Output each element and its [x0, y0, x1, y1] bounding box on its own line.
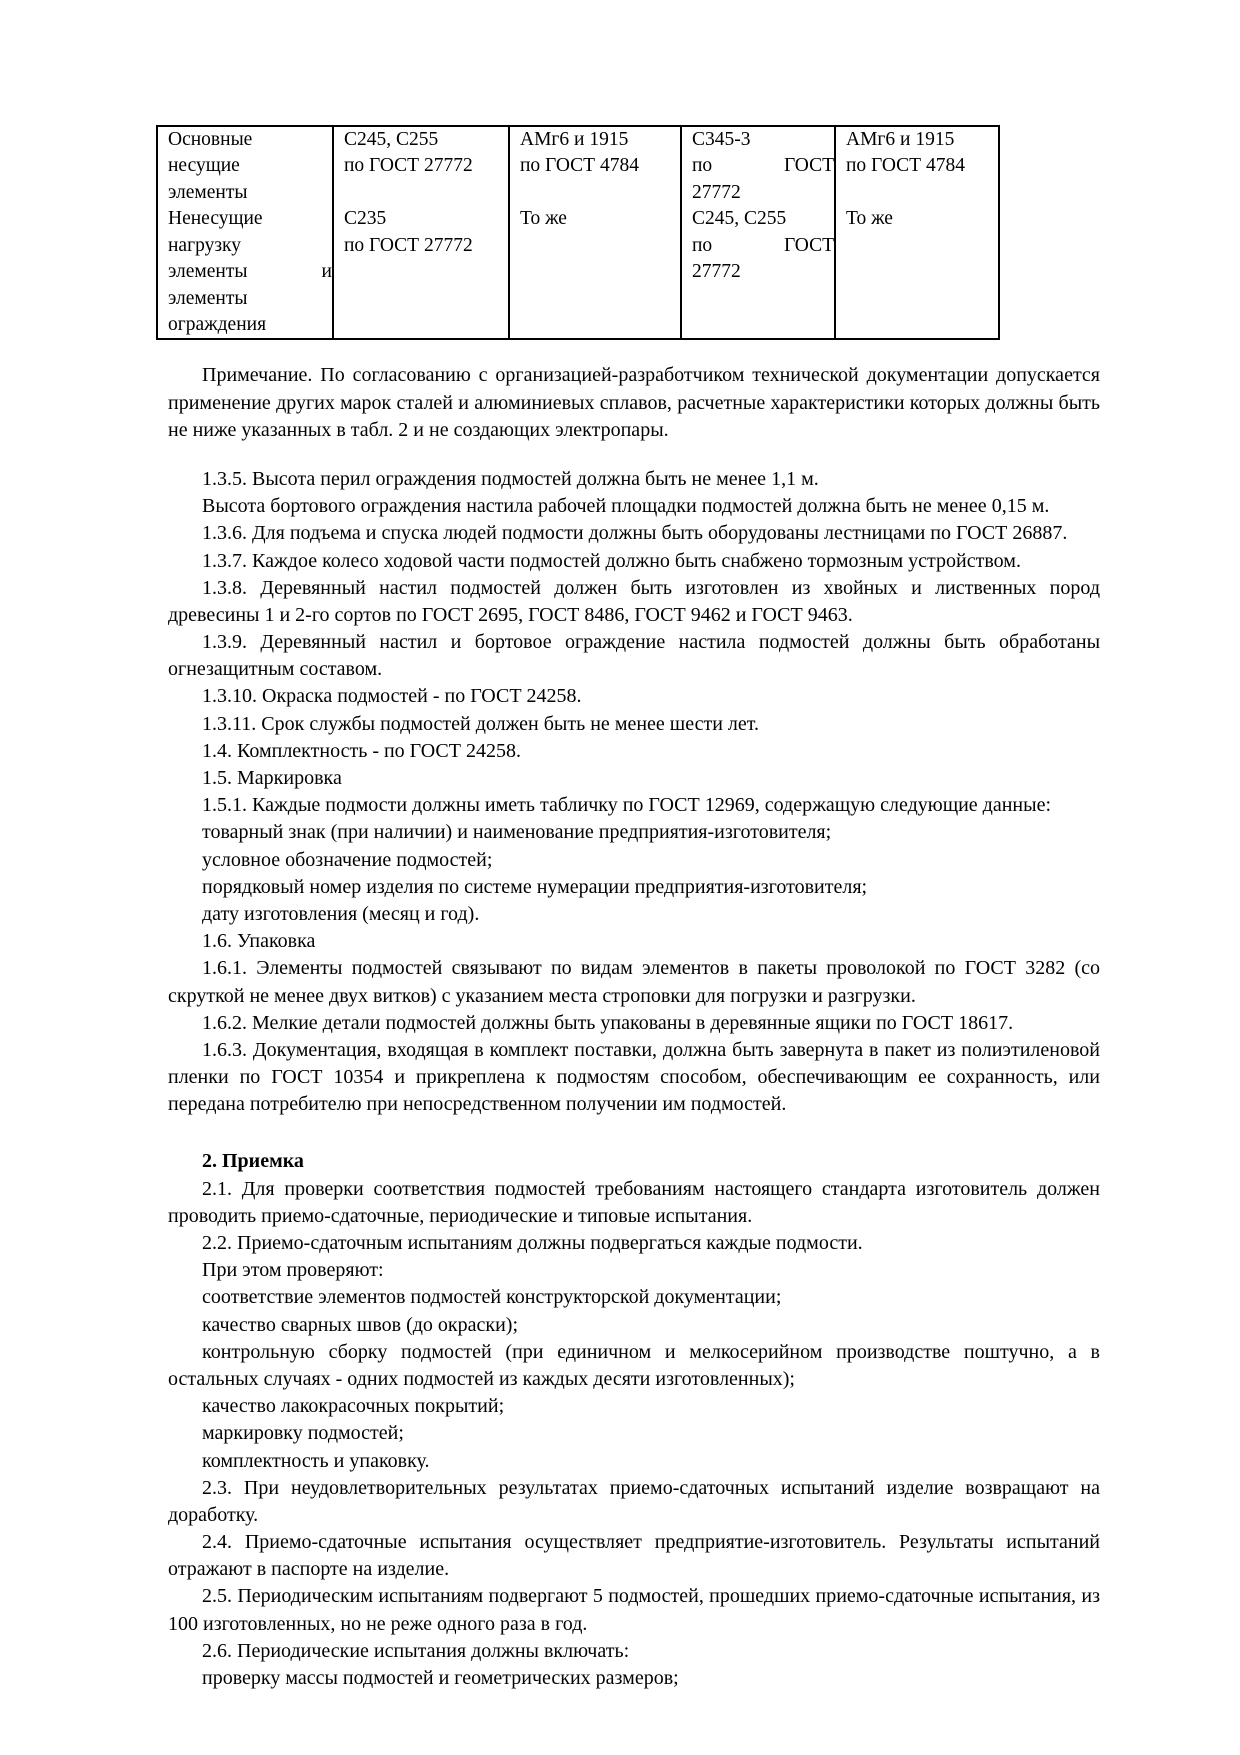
cell-line: элементы и — [168, 261, 332, 283]
cell-line: по ГОСТ — [692, 155, 834, 177]
table-cell-steel-grade-2 — [681, 206, 835, 339]
paragraph-2-3: 2.3. При неудовлетворительных результатах приемо-сдаточных испытаний изделие возвращают на доработку. — [168, 1476, 1100, 1526]
cell-line: АМг6 и 1915 — [520, 129, 629, 150]
paragraph-1-6-3: 1.6.3. Документация, входящая в комплект поставки, должна быть завернута в пакет из полиэтиленовой пленки по ГОСТ 10354 и прикреплена к подмостям способом, обеспечивающим ее сохранность, или передана потребителю при непосредственном получении им подмостей. — [168, 1038, 1100, 1116]
paragraph-1-6-2: 1.6.2. Мелкие детали подмостей должны быть упакованы в деревянные ящики по ГОСТ 18617. — [202, 1011, 1014, 1034]
cell-line: Ненесущие — [168, 208, 263, 230]
marking-item-3: порядковый номер изделия по системе нумерации предприятия-изготовителя; — [202, 875, 868, 898]
cell-line: по ГОСТ 4784 — [846, 155, 965, 177]
spacer — [168, 444, 1100, 466]
marking-item-4: дату изготовления (месяц и год). — [202, 902, 480, 925]
materials-table-wrapper — [168, 125, 1100, 340]
acceptance-check-1: соответствие элементов подмостей конструкторской документации; — [202, 1286, 782, 1309]
paragraph-1-4: 1.4. Комплектность - по ГОСТ 24258. — [202, 739, 521, 762]
paragraph-1-3-9: 1.3.9. Деревянный настил и бортовое ограждение настила подмостей должны быть обработаны огнезащитным составом. — [168, 631, 1100, 681]
table-row — [157, 126, 999, 206]
table-cell-alloy-grade-2 — [835, 126, 999, 206]
table-cell-alloy-grade-1 — [509, 126, 681, 206]
cell-line: нагрузку — [168, 234, 241, 256]
cell-line: элементы — [168, 287, 248, 309]
table-cell-alloy-grade-2 — [835, 206, 999, 339]
cell-line: АМг6 и 1915 — [846, 129, 955, 150]
paragraph-1-3-8: 1.3.8. Деревянный настил подмостей должен быть изготовлен из хвойных и лиственных пород древесины 1 и 2-го сортов по ГОСТ 2695, ГОСТ 8486, ГОСТ 9462 и ГОСТ 9463. — [168, 576, 1100, 626]
paragraph-1-3-5: 1.3.5. Высота перил ограждения подмостей должна быть не менее 1,1 м. — [202, 467, 819, 490]
cell-line: по ГОСТ — [692, 234, 834, 256]
paragraph-1-5-1: 1.5.1. Каждые подмости должны иметь табличку по ГОСТ 12969, содержащую следующие данные: — [202, 794, 1052, 817]
table-cell-steel-grade-1 — [333, 206, 509, 339]
cell-line: по ГОСТ 27772 — [344, 155, 473, 177]
section-2-heading: 2. Приемка — [202, 1150, 304, 1173]
acceptance-check-2: качество сварных швов (до окраски); — [202, 1313, 519, 1336]
paragraph-1-6: 1.6. Упаковка — [202, 930, 316, 953]
table-cell-steel-grade-2 — [681, 126, 835, 206]
cell-line: элементы — [168, 181, 248, 203]
acceptance-check-3: контрольную сборку подмостей (при единичном и мелкосерийном производстве поштучно, а в остальных случаях - одних подмостей из каждых десяти изготовленных); — [168, 1340, 1100, 1390]
marking-item-2: условное обозначение подмостей; — [202, 848, 493, 871]
cell-line: 27772 — [692, 261, 741, 283]
paragraph-1-5: 1.5. Маркировка — [202, 767, 342, 789]
cell-line: по ГОСТ 4784 — [520, 155, 639, 177]
cell-line: Основные — [168, 129, 253, 150]
acceptance-check-5: маркировку подмостей; — [202, 1422, 404, 1445]
paragraph-2-1: 2.1. Для проверки соответствия подмостей требованиям настоящего стандарта изготовитель должен проводить приемо-сдаточные, периодические и типовые испытания. — [168, 1177, 1100, 1227]
paragraph-1-3-5b: Высота бортового ограждения настила рабочей площадки подмостей должна быть не менее 0,15 м. — [202, 495, 1050, 518]
paragraph-1-3-7: 1.3.7. Каждое колесо ходовой части подмостей должно быть снабжено тормозным устройством. — [202, 549, 1021, 572]
spacer — [168, 1118, 1100, 1148]
paragraph-2-6: 2.6. Периодические испытания должны включать: — [202, 1639, 630, 1662]
paragraph-1-6-1: 1.6.1. Элементы подмостей связывают по видам элементов в пакеты проволокой по ГОСТ 3282 (со скруткой не менее двух витков) с указанием места строповки для погрузки и разгрузки. — [168, 957, 1100, 1007]
paragraph-1-3-6: 1.3.6. Для подъема и спуска людей подмости должны быть оборудованы лестницами по ГОСТ 26887. — [202, 522, 1068, 545]
acceptance-check-6: комплектность и упаковку. — [202, 1449, 430, 1472]
cell-line: С245, С255 — [344, 129, 439, 150]
materials-table-body — [157, 126, 999, 339]
cell-line: То же — [520, 208, 567, 230]
cell-line: С235 — [344, 208, 387, 230]
paragraph-2-4: 2.4. Приемо-сдаточные испытания осуществляет предприятие-изготовитель. Результаты испытаний отражают в паспорте на изделие. — [168, 1531, 1100, 1581]
paragraph-2-5: 2.5. Периодическим испытаниям подвергают 5 подмостей, прошедших приемо-сдаточные испытания, из 100 изготовленных, но не реже одного раза в год. — [168, 1585, 1100, 1635]
paragraph-1-3-11: 1.3.11. Срок службы подмостей должен быть не менее шести лет. — [202, 712, 759, 735]
note-paragraph: Примечание. По согласованию с организацией-разработчиком технической документации допускается применение других марок сталей и алюминиевых сплавов, расчетные характеристики которых должны быть не ниже указанных в табл. 2 и не создающих электропары. — [168, 364, 1100, 441]
table-cell-element-type — [157, 126, 333, 206]
cell-line: С345-3 — [692, 129, 751, 150]
table-cell-element-type — [157, 206, 333, 339]
table-cell-alloy-grade-1 — [509, 206, 681, 339]
spacer — [168, 340, 1100, 362]
cell-line: несущие — [168, 155, 240, 177]
cell-line: 27772 — [692, 181, 741, 203]
paragraph-2-2-lead: При этом проверяют: — [202, 1259, 384, 1282]
table-row — [157, 206, 999, 339]
table-cell-steel-grade-1 — [333, 126, 509, 206]
acceptance-check-4: качество лакокрасочных покрытий; — [202, 1395, 505, 1418]
marking-item-1: товарный знак (при наличии) и наименование предприятия-изготовителя; — [202, 821, 832, 844]
paragraph-1-3-10: 1.3.10. Окраска подмостей - по ГОСТ 24258. — [202, 685, 582, 708]
cell-line: С245, С255 — [692, 208, 787, 230]
paragraph-2-2: 2.2. Приемо-сдаточным испытаниям должны подвергаться каждые подмости. — [202, 1232, 863, 1254]
periodic-test-item-1: проверку массы подмостей и геометрических размеров; — [202, 1667, 679, 1689]
cell-line: ограждения — [168, 313, 267, 335]
materials-table — [156, 125, 1000, 340]
cell-line: То же — [846, 208, 893, 230]
cell-line: по ГОСТ 27772 — [344, 234, 473, 256]
